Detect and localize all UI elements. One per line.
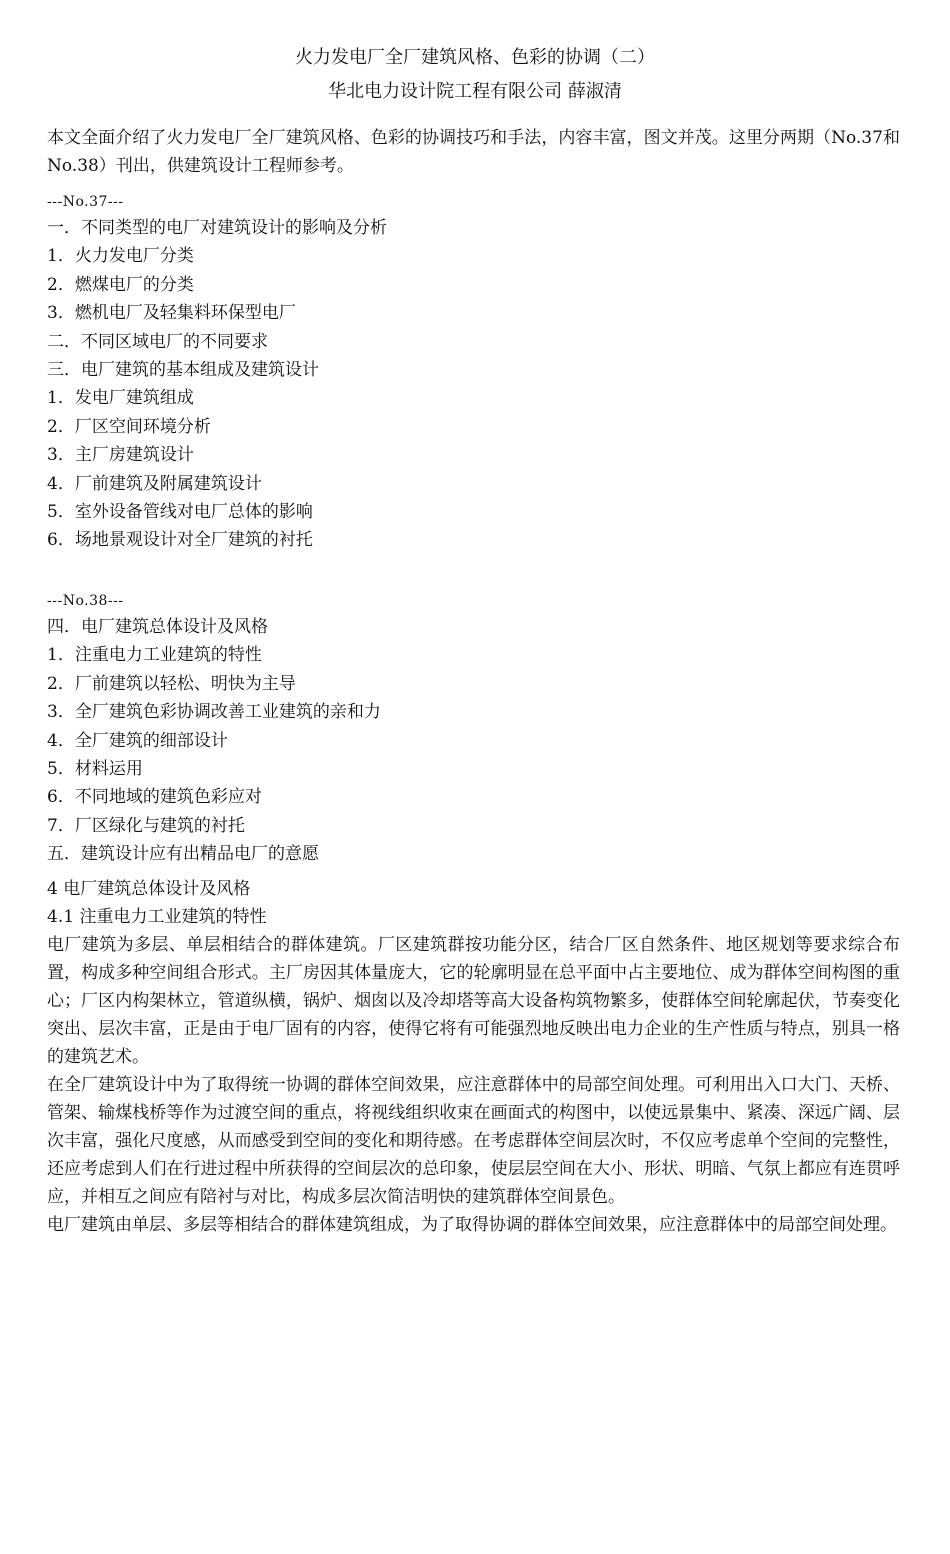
document-author: 华北电力设计院工程有限公司 薛淑清: [328, 81, 622, 102]
document-title: 火力发电厂全厂建筑风格、色彩的协调（二）: [295, 47, 655, 68]
issue-38-label: ---No.38---: [47, 592, 124, 609]
subsection-heading: 4.1 注重电力工业建筑的特性: [47, 906, 267, 927]
issue-38-contents: [47, 613, 900, 869]
section-heading: 4 电厂建筑总体设计及风格: [47, 878, 251, 899]
toc-line: 5．材料运用: [47, 758, 143, 779]
body-paragraph: 电厂建筑为多层、单层相结合的群体建筑。厂区建筑群按功能分区，结合厂区自然条件、地区规划等要求综合布置，构成多种空间组合形式。主厂房因其体量庞大，它的轮廓明显在总平面中占主要地位、成为群体空间构图的重心；厂区内构架林立，管道纵横，锅炉、烟囱以及冷却塔等高大设备构筑物繁多，使群体空间轮廓起伏，节奏变化突出、层次丰富，正是由于电厂固有的内容，使得它将有可能强烈地反映出电力企业的生产性质与特点，别具一格的建筑艺术。: [47, 934, 900, 1067]
issue-37-contents: [47, 214, 900, 555]
section-spacer: [47, 555, 900, 589]
toc-line: 三．电厂建筑的基本组成及建筑设计: [47, 360, 319, 381]
toc-line: 5．室外设备管线对电厂总体的影响: [47, 502, 313, 523]
toc-line: 2．厂区空间环境分析: [47, 416, 211, 437]
toc-line: 3．主厂房建筑设计: [47, 445, 194, 466]
toc-line: 3．燃机电厂及轻集料环保型电厂: [47, 303, 296, 324]
body-paragraph: 在全厂建筑设计中为了取得统一协调的群体空间效果，应注意群体中的局部空间处理。可利用出入口大门、天桥、管架、输煤栈桥等作为过渡空间的重点，将视线组织收束在画面式的构图中，以使远景集中、紧凑、深远广阔、层次丰富，强化尺度感，从而感受到空间的变化和期待感。在考虑群体空间层次时，不仅应考虑单个空间的完整性，还应考虑到人们在行进过程中所获得的空间层次的总印象，使层层空间在大小、形状、明暗、气氛上都应有连贯呼应，并相互之间应有陪衬与对比，构成多层次简洁明快的建筑群体空间景色。: [47, 1074, 900, 1207]
toc-line: 7．厂区绿化与建筑的衬托: [47, 815, 245, 836]
toc-line: 五．建筑设计应有出精品电厂的意愿: [47, 844, 319, 865]
document-body: [47, 124, 900, 1239]
intro-paragraph: 本文全面介绍了火力发电厂全厂建筑风格、色彩的协调技巧和手法，内容丰富，图文并茂。这里分两期（No.37和No.38）刊出，供建筑设计工程师参考。: [47, 128, 900, 176]
toc-line: 2．厂前建筑以轻松、明快为主导: [47, 673, 296, 694]
toc-line: 1．发电厂建筑组成: [47, 388, 194, 409]
toc-line: 二．不同区域电厂的不同要求: [47, 331, 268, 352]
toc-line: 6．场地景观设计对全厂建筑的衬托: [47, 530, 313, 551]
toc-line: 4．全厂建筑的细部设计: [47, 730, 228, 751]
toc-line: 四．电厂建筑总体设计及风格: [47, 616, 268, 637]
toc-line: 3．全厂建筑色彩协调改善工业建筑的亲和力: [47, 702, 381, 723]
toc-line: 4．厂前建筑及附属建筑设计: [47, 473, 262, 494]
body-paragraph: 电厂建筑由单层、多层等相结合的群体建筑组成，为了取得协调的群体空间效果，应注意群体中的局部空间处理。: [47, 1214, 897, 1235]
toc-line: 一．不同类型的电厂对建筑设计的影响及分析: [47, 218, 387, 238]
toc-line: 2．燃煤电厂的分类: [47, 274, 194, 295]
toc-line: 6．不同地域的建筑色彩应对: [47, 787, 262, 808]
toc-line: 1．火力发电厂分类: [47, 246, 194, 267]
toc-line: 1．注重电力工业建筑的特性: [47, 645, 262, 666]
issue-37-label: ---No.37---: [47, 194, 124, 210]
